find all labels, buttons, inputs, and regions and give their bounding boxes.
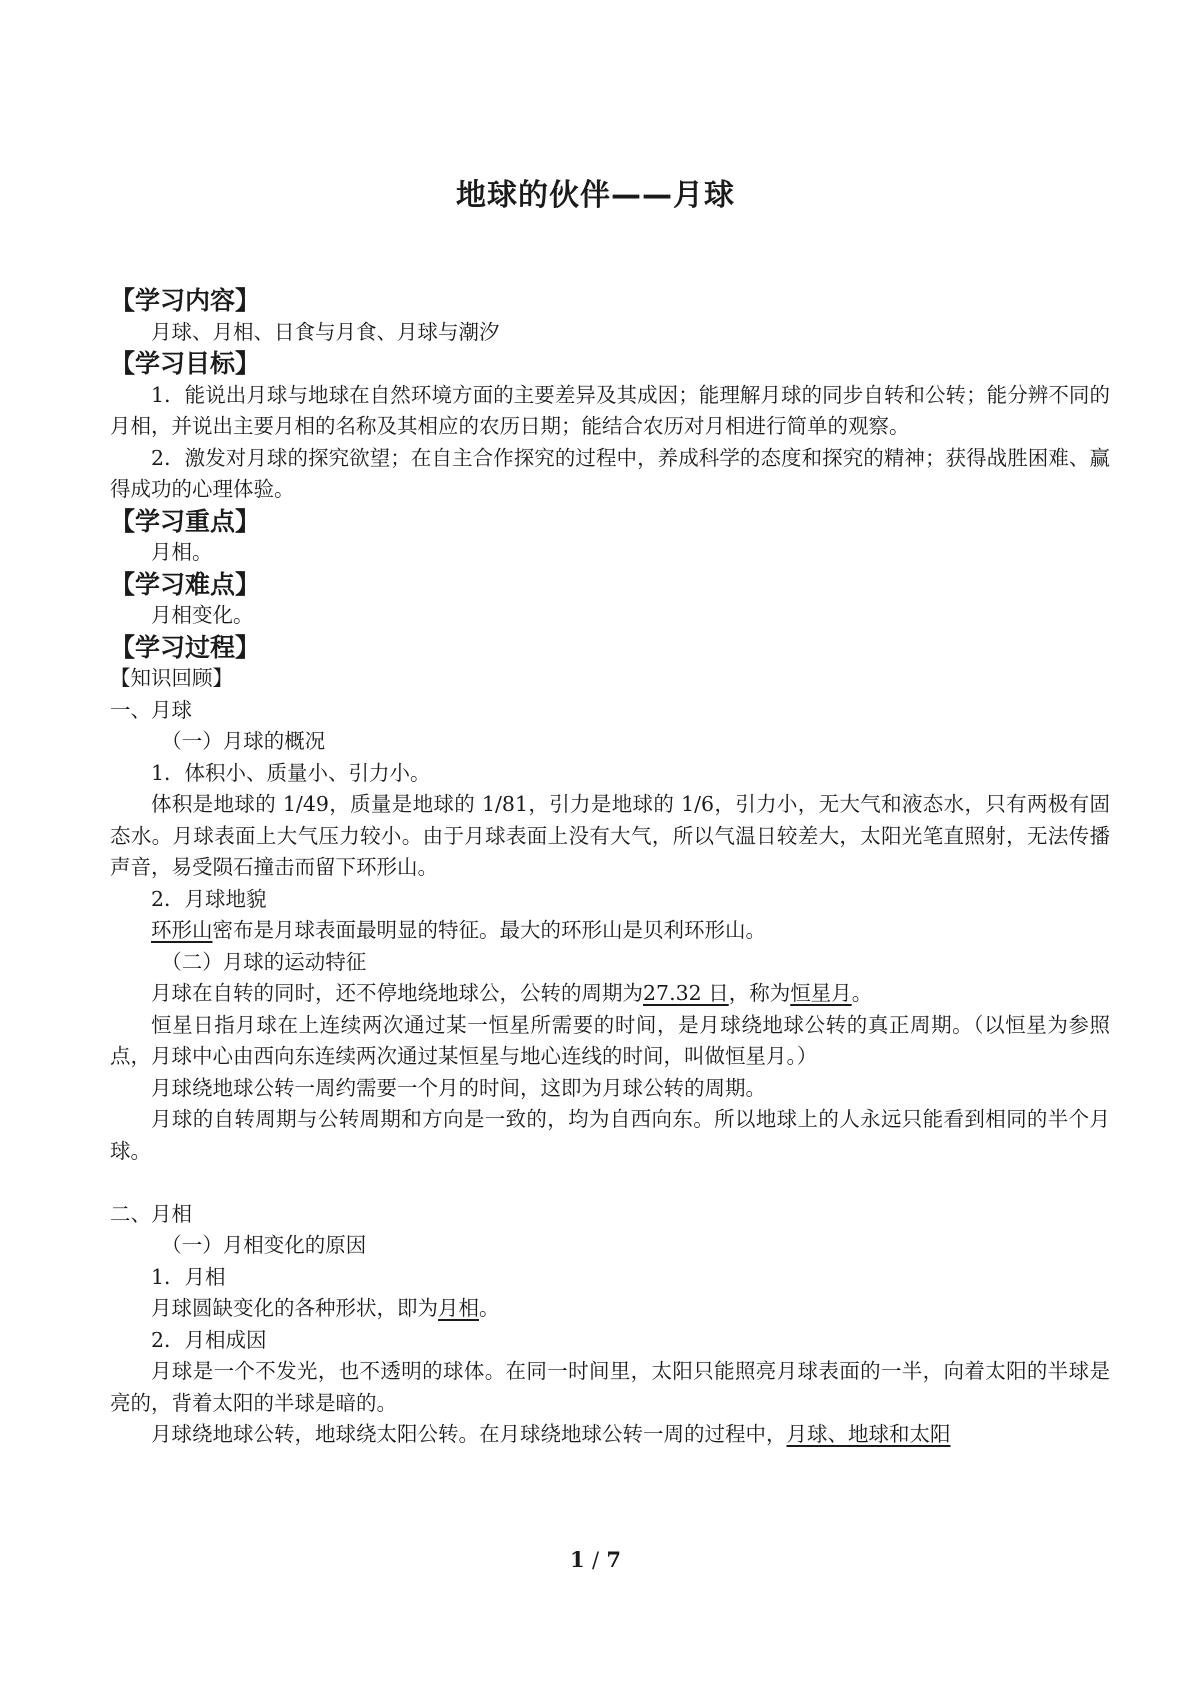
- paragraph: 1．能说出月球与地球在自然环境方面的主要差异及其成因；能理解月球的同步自转和公转；能分辨不同的月相，并说出主要月相的名称及其相应的农历日期；能结合农历对月相进行简单的观察。: [110, 382, 1110, 438]
- underlined-term: 恒星月: [790, 981, 852, 1005]
- list-item: 2．月相成因: [151, 1327, 267, 1352]
- paragraph: [110, 978, 1110, 1010]
- text-run: 密布是月球表面最明显的特征。最大的环形山是贝利环形山。: [212, 918, 766, 942]
- underlined-term: 月相: [438, 1296, 479, 1320]
- subsection-heading: 一、月球: [110, 697, 192, 722]
- paragraph: 月球、月相、日食与月食、月球与潮汐: [151, 319, 500, 344]
- paragraph: 月球绕地球公转一周约需要一个月的时间，这即为月球公转的周期。: [151, 1075, 766, 1100]
- spacer: [110, 1167, 1110, 1199]
- section-heading: 【学习目标】: [110, 349, 261, 378]
- paragraph: 2．激发对月球的探究欲望；在自主合作探究的过程中，养成科学的态度和探究的精神；获得战胜困难、赢得成功的心理体验。: [110, 445, 1110, 501]
- text-run: 。: [851, 981, 873, 1005]
- list-item: 2．月球地貌: [151, 886, 267, 911]
- text-run: 月球在自转的同时，还不停地绕地球公，公转的周期为: [151, 981, 643, 1005]
- subsection-heading: （二）月球的运动特征: [161, 949, 367, 974]
- paragraph: 体积是地球的 1/49，质量是地球的 1/81，引力是地球的 1/6，引力小，无大气和液态水，只有两极有固态水。月球表面上大气压力较小。由于月球表面上没有大气，所以气温日较差大，太阳光笔直照射，无法传播声音，易受陨石撞击而留下环形山。: [110, 792, 1110, 879]
- paragraph: 月相变化。: [151, 603, 254, 627]
- text-run: 。: [479, 1296, 500, 1320]
- document-body: [110, 285, 1110, 1451]
- underlined-term: 月球、地球和太阳: [786, 1422, 951, 1446]
- text-run: 月球绕地球公转，地球绕太阳公转。在月球绕地球公转一周的过程中，: [151, 1422, 787, 1446]
- underlined-term: 27.32 日: [643, 981, 729, 1005]
- page-title: 地球的伙伴——月球: [456, 178, 735, 213]
- paragraph: 月相。: [151, 540, 213, 564]
- paragraph: 恒星日指月球在上连续两次通过某一恒星所需要的时间，是月球绕地球公转的真正周期。（以恒星为参照点，月球中心由西向东连续两次通过某恒星与地心连线的时间，叫做恒星月。）: [110, 1012, 1110, 1068]
- paragraph: [110, 1293, 1110, 1325]
- subsection-heading: 二、月相: [110, 1201, 192, 1226]
- text-run: ，称为: [728, 981, 791, 1005]
- section-heading: 【学习内容】: [110, 286, 261, 315]
- paragraph: 月球是一个不发光，也不透明的球体。在同一时间里，太阳只能照亮月球表面的一半，向着太阳的半球是亮的，背着太阳的半球是暗的。: [110, 1359, 1110, 1415]
- section-heading: 【学习重点】: [110, 506, 261, 536]
- text-run: 月球圆缺变化的各种形状，即为: [151, 1296, 438, 1320]
- page-number: [0, 1547, 1191, 1572]
- paragraph: [110, 915, 1110, 947]
- section-heading: 【学习过程】: [110, 632, 261, 662]
- subsection-heading: （一）月相变化的原因: [161, 1233, 367, 1257]
- total-pages: 7: [606, 1547, 621, 1572]
- list-item: 1．月相: [151, 1264, 226, 1289]
- section-heading: 【学习难点】: [110, 569, 261, 599]
- paragraph: [110, 1419, 1110, 1451]
- subsection-heading: 【知识回顾】: [110, 666, 233, 690]
- paragraph: 月球的自转周期与公转周期和方向是一致的，均为自西向东。所以地球上的人永远只能看到相同的半个月球。: [110, 1107, 1110, 1163]
- page-separator: /: [591, 1548, 600, 1572]
- list-item: 1．体积小、质量小、引力小。: [151, 760, 431, 785]
- current-page: 1: [570, 1547, 585, 1572]
- subsection-heading: （一）月球的概况: [161, 729, 326, 753]
- underlined-term: 环形山: [151, 918, 213, 942]
